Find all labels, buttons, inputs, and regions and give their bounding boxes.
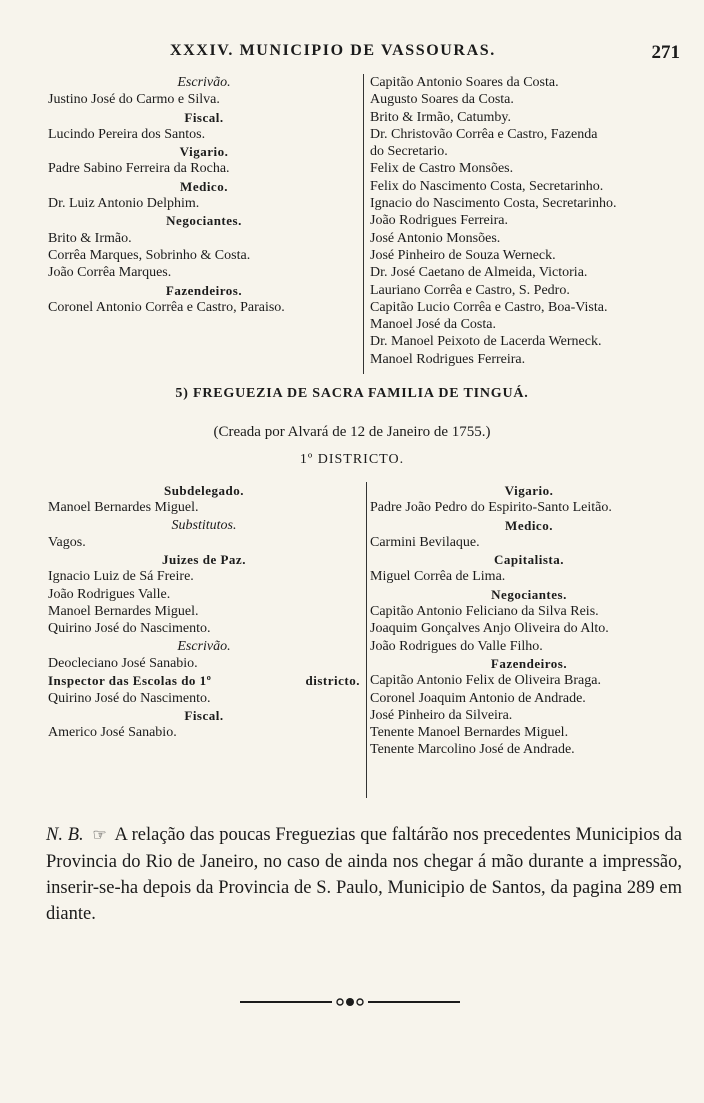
entry-line: Miguel Corrêa de Lima.: [370, 569, 506, 585]
note-text: A relação das poucas Freguezias que faltárão nos precedentes Municipios da Provincia do Rio de Janeiro, no caso de ainda nos chegar á mão durante a impressão, inserir-se-ha depois da Provincia de S. Paulo, Municipio de Santos, da pagina 289 em diante.: [46, 825, 683, 924]
entry-line: Manoel Bernardes Miguel.: [48, 604, 199, 620]
section-title: 5) FREGUEZIA DE SACRA FAMILIA DE TINGUÁ.: [175, 386, 529, 401]
entry-line: Padre João Pedro do Espirito-Santo Leitão.: [370, 500, 612, 516]
section-heading: Vigario.: [179, 144, 229, 160]
entry-line: Corrêa Marques, Sobrinho & Costa.: [48, 247, 251, 263]
entry-line: Dr. Christovão Corrêa e Castro, Fazenda: [370, 126, 598, 142]
entry-line: Felix do Nascimento Costa, Secretarinho.: [370, 178, 604, 194]
bottom-two-column-list: [0, 482, 704, 798]
section-heading: Capitalista.: [494, 552, 564, 568]
entry-line: João Rodrigues Valle.: [48, 586, 171, 602]
entry-line: Coronel Joaquim Antonio de Andrade.: [370, 690, 586, 706]
entry-line: Manoel Rodrigues Ferreira.: [370, 351, 526, 367]
entry-line: Quirino José do Nascimento.: [48, 621, 211, 637]
entry-line: Coronel Antonio Corrêa e Castro, Paraiso.: [48, 299, 285, 315]
entry-line: Capitão Antonio Feliciano da Silva Reis.: [370, 604, 599, 620]
section-district: 1º DISTRICTO.: [299, 452, 405, 467]
entry-line: Lauriano Corrêa e Castro, S. Pedro.: [370, 282, 570, 298]
role-heading: Substitutos.: [171, 517, 237, 533]
section-heading: Medico.: [505, 517, 553, 533]
entry-line: José Pinheiro de Souza Werneck.: [370, 247, 556, 263]
section-heading: Fiscal.: [184, 109, 224, 125]
column-divider: [363, 74, 364, 374]
entry-line: João Corrêa Marques.: [48, 265, 172, 281]
entry-line: Ignacio do Nascimento Costa, Secretarinho.: [370, 196, 617, 212]
entry-line: Padre Sabino Ferreira da Rocha.: [48, 161, 230, 177]
ornament-divider: [240, 995, 460, 1009]
section-heading: Negociantes.: [491, 586, 567, 602]
entry-line: João Rodrigues do Valle Filho.: [370, 638, 543, 654]
entry-line: João Rodrigues Ferreira.: [370, 213, 509, 229]
entry-line: do Secretario.: [370, 144, 448, 160]
entry-line: Tenente Marcolino José de Andrade.: [370, 742, 575, 758]
top-two-column-list: [0, 74, 704, 374]
section-heading: Vigario.: [504, 483, 554, 498]
top-left-column: [48, 74, 360, 316]
page-number: 271: [651, 42, 680, 63]
entry-line: Lucindo Pereira dos Santos.: [48, 126, 206, 142]
entry-line: Augusto Soares da Costa.: [370, 92, 514, 108]
section-heading: Negociantes.: [166, 213, 242, 229]
entry-line: Ignacio Luiz de Sá Freire.: [48, 569, 194, 585]
entry-line: Brito & Irmão, Catumby.: [370, 109, 512, 125]
entry-line: Vagos.: [48, 534, 86, 550]
bottom-right-column: [370, 482, 688, 759]
entry-line: Manoel José da Costa.: [370, 317, 496, 333]
entry-line: Joaquim Gonçalves Anjo Oliveira do Alto.: [370, 621, 609, 637]
note-label: N. B.: [46, 825, 84, 845]
entry-line: Americo José Sanabio.: [48, 725, 177, 741]
entry-line: Dr. Manoel Peixoto de Lacerda Werneck.: [370, 334, 602, 350]
running-title: XXXIV. MUNICIPIO DE VASSOURAS.: [170, 42, 496, 59]
section-heading: Fazendeiros.: [165, 282, 243, 298]
pointing-hand-icon: ☞: [92, 827, 107, 844]
section-heading: Juizes de Paz.: [162, 552, 246, 568]
role-heading: Escrivão.: [177, 75, 231, 90]
entry-line: Capitão Antonio Soares da Costa.: [370, 75, 559, 90]
entry-line: José Pinheiro da Silveira.: [370, 707, 513, 723]
entry-line: Tenente Manoel Bernardes Miguel.: [370, 725, 569, 741]
section-heading: [48, 672, 360, 689]
entry-line: Quirino José do Nascimento.: [48, 690, 211, 706]
entry-line: Dr. Luiz Antonio Delphim.: [48, 196, 200, 212]
entry-line: Manoel Bernardes Miguel.: [48, 500, 199, 516]
section-subtitle: (Creada por Alvará de 12 de Janeiro de 1755.): [213, 424, 491, 440]
heading-part: districto.: [305, 673, 360, 689]
entry-line: Justino José do Carmo e Silva.: [48, 92, 220, 108]
heading-part: Inspector das Escolas do 1º: [48, 673, 212, 689]
column-divider: [366, 482, 367, 798]
section-heading: Medico.: [180, 178, 228, 194]
section-heading: Fiscal.: [184, 707, 224, 723]
running-head: [0, 42, 704, 64]
entry-line: Capitão Antonio Felix de Oliveira Braga.: [370, 673, 601, 689]
role-heading: Escrivão.: [177, 638, 231, 654]
entry-line: Carmini Bevilaque.: [370, 534, 480, 550]
entry-line: Dr. José Caetano de Almeida, Victoria.: [370, 265, 588, 281]
entry-line: Capitão Lucio Corrêa e Castro, Boa-Vista.: [370, 299, 608, 315]
footnote: [46, 822, 682, 927]
section-heading: Fazendeiros.: [490, 655, 568, 671]
top-right-column: [370, 74, 688, 368]
entry-line: Felix de Castro Monsões.: [370, 161, 514, 177]
entry-line: Deocleciano José Sanabio.: [48, 655, 198, 671]
bottom-left-column: [48, 482, 360, 741]
section-heading: Subdelegado.: [163, 483, 245, 498]
entry-line: Brito & Irmão.: [48, 230, 132, 246]
entry-line: José Antonio Monsões.: [370, 230, 501, 246]
